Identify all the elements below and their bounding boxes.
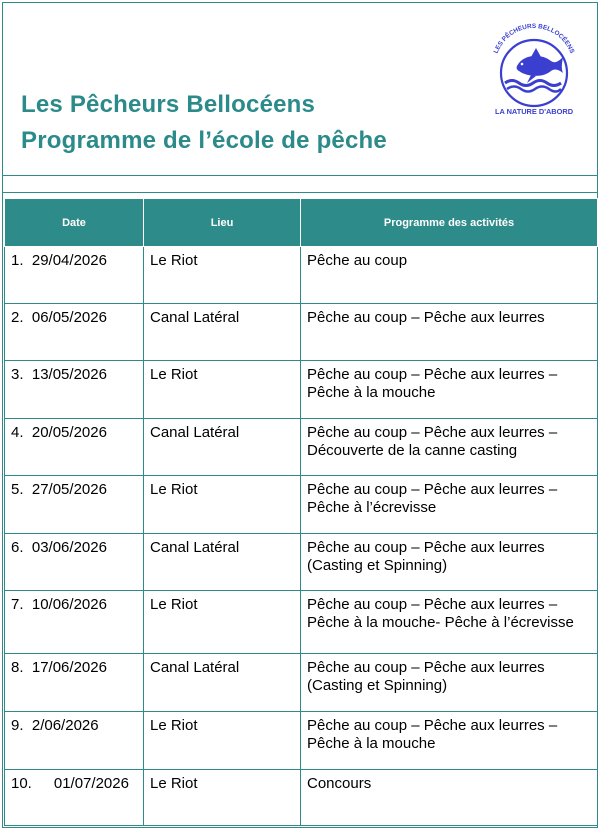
table-row — [5, 591, 598, 654]
lieu-cell: Canal Latéral — [144, 419, 301, 476]
lieu-cell: Canal Latéral — [144, 534, 301, 591]
program-table — [4, 198, 598, 826]
row-number: 5. — [11, 481, 24, 498]
date-cell — [5, 712, 144, 770]
row-date: 29/04/2026 — [31, 252, 107, 269]
table-row — [5, 770, 598, 826]
table-row — [5, 654, 598, 712]
table-row — [5, 534, 598, 591]
lieu-cell: Le Riot — [144, 770, 301, 826]
programme-cell: Pêche au coup – Pêche aux leurres – Pêche à l’écrevisse — [301, 476, 598, 534]
lieu-cell: Canal Latéral — [144, 654, 301, 712]
programme-cell: Pêche au coup – Pêche aux leurres — [301, 304, 598, 361]
table-row — [5, 361, 598, 419]
date-cell — [5, 654, 144, 712]
column-header-date: Date — [5, 199, 144, 247]
date-cell — [5, 304, 144, 361]
row-date: 13/05/2026 — [31, 366, 107, 383]
logo-bottom-text: LA NATURE D'ABORD — [494, 107, 574, 116]
lieu-cell: Le Riot — [144, 591, 301, 654]
lieu-cell: Canal Latéral — [144, 304, 301, 361]
date-cell — [5, 770, 144, 826]
row-number: 6. — [11, 539, 24, 556]
program-title: Programme de l’école de pêche — [21, 127, 387, 154]
row-number: 9. — [11, 717, 24, 734]
row-number: 3. — [11, 366, 24, 383]
table-row — [5, 247, 598, 304]
date-cell — [5, 591, 144, 654]
row-number: 2. — [11, 309, 24, 326]
club-logo — [481, 17, 587, 117]
lieu-cell: Le Riot — [144, 712, 301, 770]
row-date: 20/05/2026 — [31, 424, 107, 441]
row-number: 4. — [11, 424, 24, 441]
programme-cell: Pêche au coup – Pêche aux leurres – Découverte de la canne casting — [301, 419, 598, 476]
row-number: 10. — [11, 775, 32, 792]
programme-cell: Pêche au coup – Pêche aux leurres – Pêche à la mouche- Pêche à l’écrevisse — [301, 591, 598, 654]
programme-cell: Pêche au coup – Pêche aux leurres – Pêche à la mouche — [301, 361, 598, 419]
divider — [3, 192, 597, 193]
lieu-cell: Le Riot — [144, 361, 301, 419]
lieu-cell: Le Riot — [144, 476, 301, 534]
table-row — [5, 712, 598, 770]
table-row — [5, 304, 598, 361]
row-number: 7. — [11, 596, 24, 613]
date-cell — [5, 361, 144, 419]
header — [3, 3, 597, 176]
logo-top-text: LES PÊCHEURS BELLOCÉENS — [492, 23, 576, 55]
column-header-programme: Programme des activités — [301, 199, 598, 247]
row-date: 03/06/2026 — [31, 539, 107, 556]
row-date: 01/07/2026 — [53, 775, 129, 792]
fish-icon — [481, 17, 587, 117]
table-header-row — [5, 199, 598, 247]
date-cell — [5, 534, 144, 591]
programme-cell: Pêche au coup — [301, 247, 598, 304]
row-date: 17/06/2026 — [31, 659, 107, 676]
programme-cell: Pêche au coup – Pêche aux leurres (Casting et Spinning) — [301, 654, 598, 712]
row-number: 8. — [11, 659, 24, 676]
row-date: 10/06/2026 — [31, 596, 107, 613]
row-date: 06/05/2026 — [31, 309, 107, 326]
table-row — [5, 419, 598, 476]
programme-cell: Pêche au coup – Pêche aux leurres (Casting et Spinning) — [301, 534, 598, 591]
programme-cell: Concours — [301, 770, 598, 826]
row-date: 27/05/2026 — [31, 481, 107, 498]
date-cell — [5, 419, 144, 476]
date-cell — [5, 476, 144, 534]
date-cell — [5, 247, 144, 304]
club-title: Les Pêcheurs Bellocéens — [21, 91, 316, 118]
table-row — [5, 476, 598, 534]
lieu-cell: Le Riot — [144, 247, 301, 304]
column-header-lieu: Lieu — [144, 199, 301, 247]
row-date: 2/06/2026 — [31, 717, 99, 734]
row-number: 1. — [11, 252, 24, 269]
programme-cell: Pêche au coup – Pêche aux leurres – Pêche à la mouche — [301, 712, 598, 770]
